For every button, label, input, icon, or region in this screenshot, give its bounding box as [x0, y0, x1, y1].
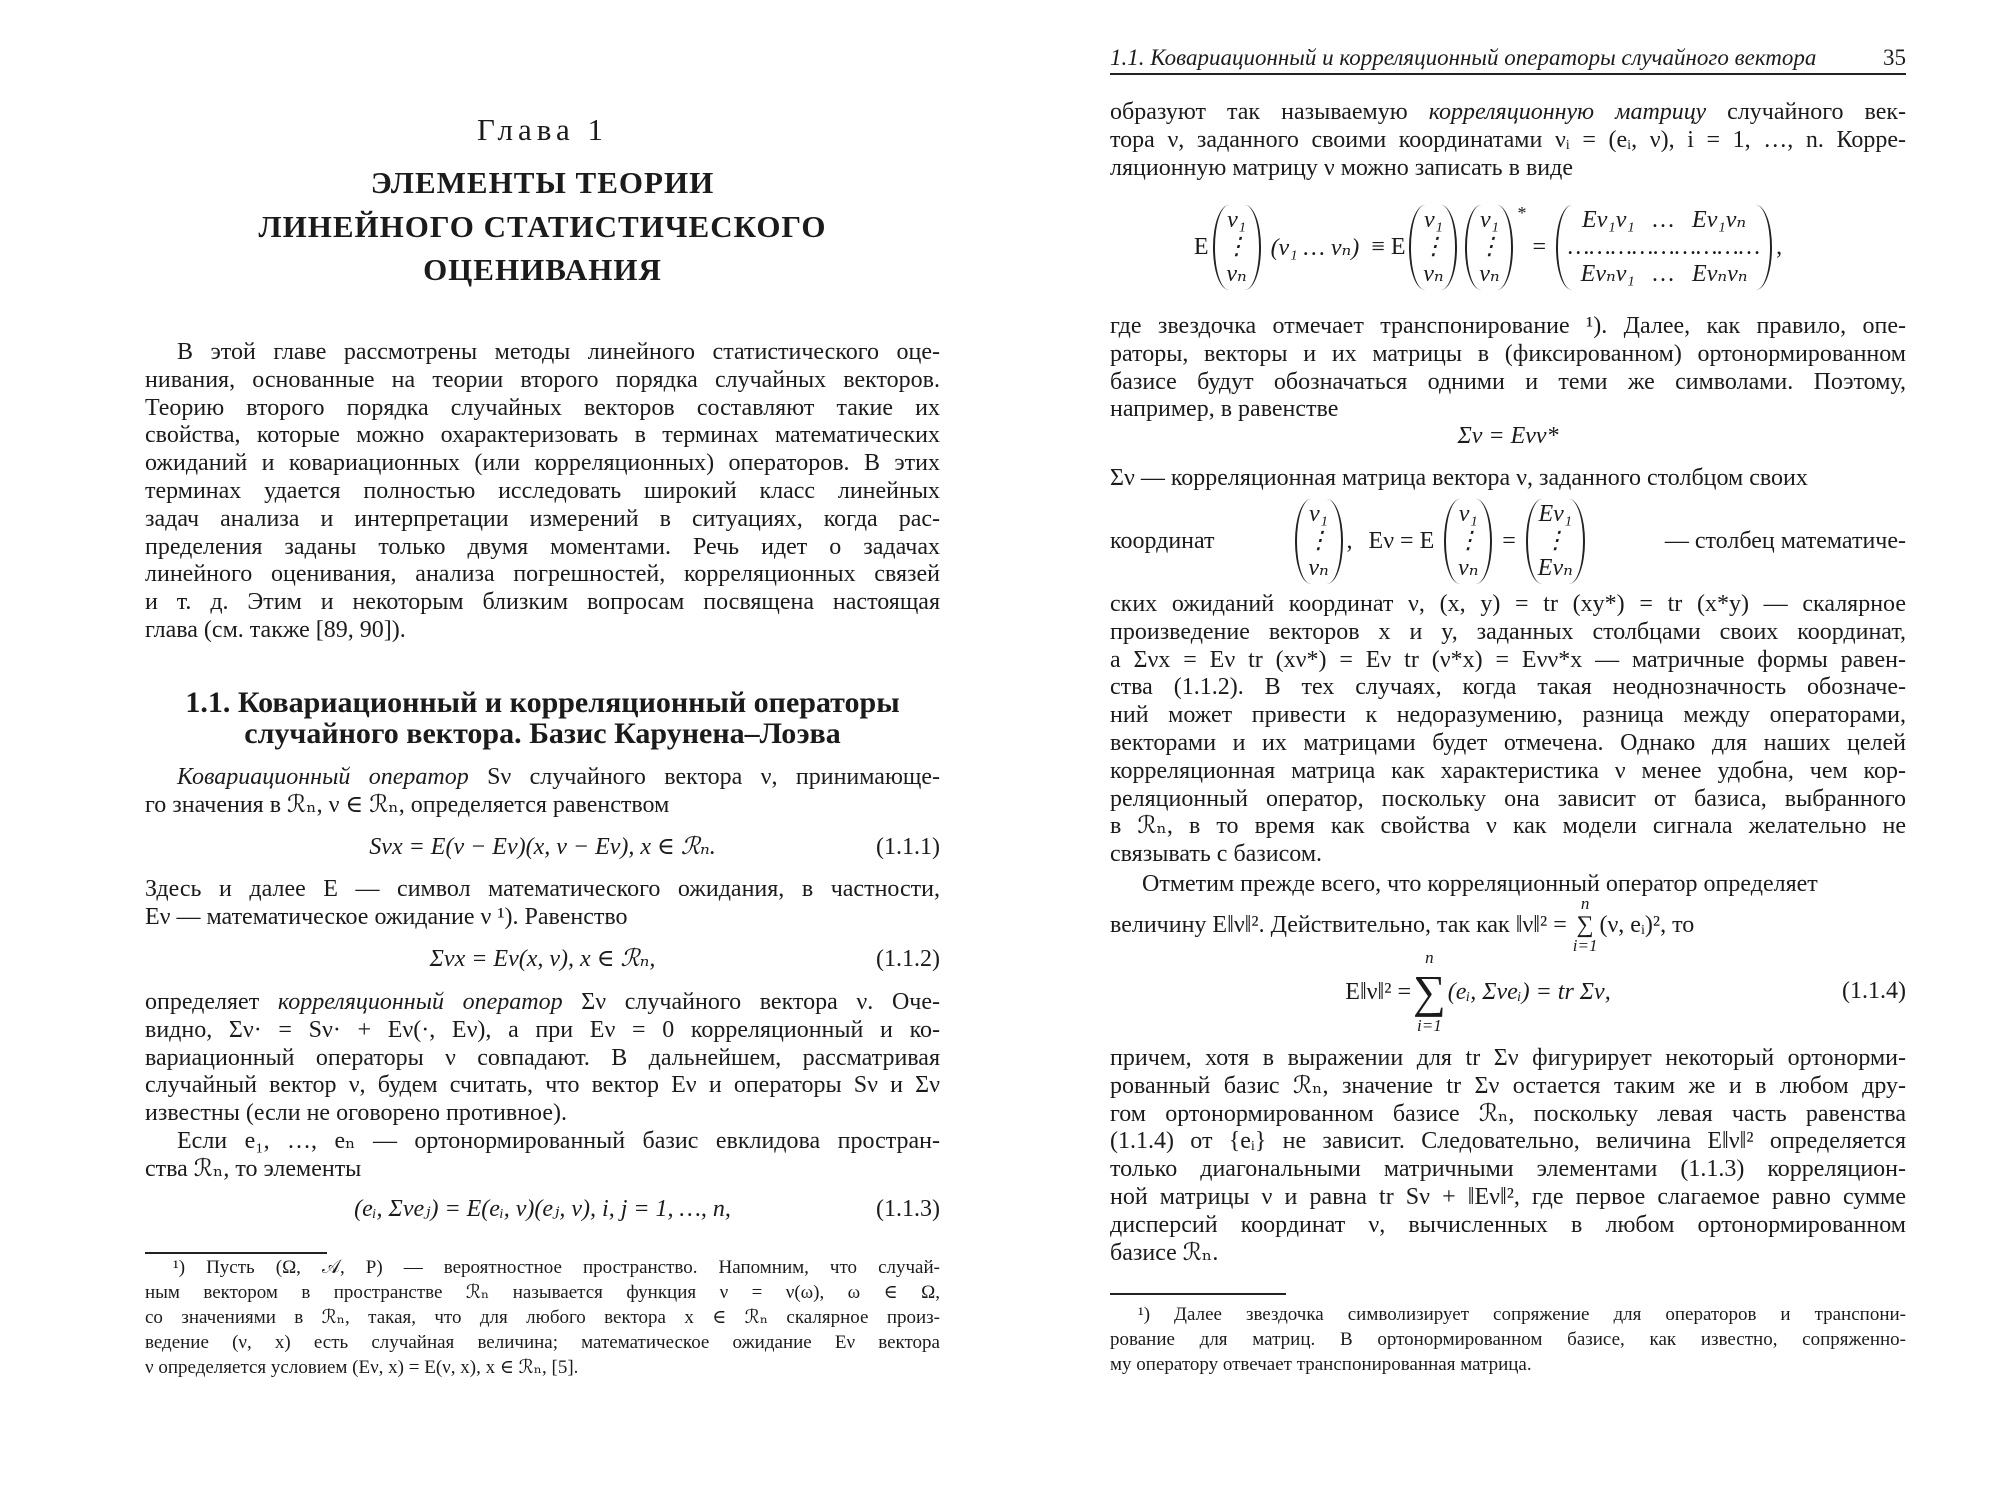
- coordinates-expression: [1291, 499, 1589, 584]
- text-line: му оператору отвечает транспонированная матрица.: [1110, 1354, 1532, 1375]
- text-segment: случайного век-: [1706, 99, 1906, 125]
- matrix-entry: νₙ: [1479, 260, 1500, 287]
- text-line: ным вектором в пространстве ℛₙ называется функция ν = ν(ω), ω ∈ Ω,: [145, 1282, 940, 1303]
- matrix-entry: νₙ: [1458, 554, 1479, 581]
- row-vector: (ν₁ … νₙ): [1270, 234, 1360, 261]
- header-rule: [1110, 73, 1906, 75]
- text-line: корреляционная матрица как характеристика ν менее удобна, чем кор-: [1110, 757, 1906, 784]
- footnote-rule: [145, 1252, 327, 1254]
- paragraph: [145, 764, 940, 820]
- sum-symbol: [1573, 893, 1598, 957]
- matrix-entry: Eνₙνₙ: [1692, 260, 1748, 287]
- column-vector: [1295, 499, 1343, 584]
- text-line: реляционный оператор, поскольку она зависит от базиса, выбранного: [1110, 785, 1906, 812]
- equation-number: (1.1.1): [876, 834, 940, 860]
- text-line: Теорию второго порядка случайных векторов составляют такие их: [145, 394, 940, 421]
- matrix-entry: …: [1652, 206, 1675, 233]
- chapter-label: Глава 1: [476, 112, 609, 147]
- matrix-entry: ν₁: [1458, 500, 1478, 527]
- matrix-entry: ⋮: [1477, 233, 1502, 260]
- text-line: векторами и их матрицами будет отмечена. Однако для наших целей: [1110, 729, 1906, 756]
- text-line: вариационный операторы ν совпадают. В дальнейшем, рассматривая: [145, 1044, 940, 1071]
- equation-lhs: E‖ν‖² =: [1345, 978, 1411, 1005]
- text-line: ства ℛₙ, то элементы: [145, 1155, 362, 1182]
- matrix-entry: Eν₁ν₁: [1582, 206, 1635, 233]
- emphasized-term: корреляционную матрицу: [1428, 99, 1707, 125]
- running-header-title: 1.1. Ковариационный и корреляционный операторы случайного вектора: [1110, 45, 1817, 70]
- matrix-entry: …: [1652, 260, 1675, 287]
- page-number: 35: [1883, 45, 1906, 70]
- equation-number: (1.1.4): [1842, 978, 1906, 1004]
- text-line: а Σνx = Eν tr (xν*) = Eν tr (ν*x) = Eνν*x — матричные формы равен-: [1110, 646, 1906, 673]
- text-segment: Sν случайного вектора ν, принимающе-: [468, 764, 941, 790]
- text-line: ной матрицы ν и равна tr Sν + ‖Eν‖², где первое слагаемое равно сумме: [1110, 1183, 1906, 1210]
- sum-upper-limit: n: [1425, 948, 1434, 967]
- expectation-symbol: E: [1390, 233, 1406, 260]
- text-line: например, в равенстве: [1110, 396, 1339, 423]
- paragraph: [1110, 465, 1906, 493]
- text-line: ний может привести к недоразумению, разница между операторами,: [1110, 702, 1906, 729]
- paragraph: [1110, 313, 1906, 424]
- comma: ,: [1776, 233, 1783, 260]
- text-line: Отметим прежде всего, что корреляционный оператор определяет: [1142, 871, 1818, 897]
- text-line: [145, 989, 940, 1017]
- matrix-entry: ⋮: [1421, 233, 1446, 260]
- text-line: глава (см. также [89, 90]).: [145, 616, 406, 643]
- paragraph: [145, 876, 940, 932]
- intro-paragraph: [145, 339, 940, 645]
- text-line: линейного оценивания, анализа погрешностей, корреляционных связей: [145, 561, 940, 588]
- matrix-entry: Eνₙ: [1537, 554, 1573, 581]
- matrix-entry: ν₁: [1309, 500, 1329, 527]
- equation-number: (1.1.3): [876, 1196, 940, 1222]
- text-line: рование для матриц. В ортонормированном базисе, как известно, сопряженно-: [1110, 1329, 1906, 1350]
- text-line: только диагональными матричными элементами (1.1.3) корреляцион-: [1110, 1156, 1906, 1183]
- inline-sum-line: [1110, 893, 1906, 957]
- text-line: и т. д. Этим и некоторым близким вопросам посвящена настоящая: [145, 589, 940, 616]
- text-line: случайный вектор ν, будем считать, что вектор Eν и операторы Sν и Σν: [145, 1072, 940, 1099]
- sum-lower-limit: i=1: [1417, 1016, 1442, 1035]
- right-page: [1000, 0, 2000, 1492]
- text: — столбец математиче-: [1664, 527, 1906, 554]
- column-vector-transposed: [1465, 205, 1513, 290]
- matrix-entry: ν₁: [1479, 206, 1499, 233]
- column-vector: [1213, 205, 1261, 290]
- footnote: [145, 1255, 940, 1380]
- equation-1-1-2: [145, 945, 940, 973]
- section-heading: [145, 687, 940, 749]
- text: величину E‖ν‖². Действительно, так как ‖ν‖² =: [1110, 911, 1567, 938]
- column-vector: [1444, 499, 1492, 584]
- section-heading-line: случайного вектора. Базис Карунена–Лоэва: [244, 717, 841, 750]
- text-line: произведение векторов x и y, заданных столбцами своих координат,: [1110, 618, 1906, 645]
- equiv-sign: ≡: [1371, 233, 1385, 260]
- text-line: известны (если не оговорено противное).: [145, 1100, 567, 1127]
- equation-1-1-3: [145, 1195, 940, 1223]
- equation-number: (1.1.2): [876, 946, 940, 972]
- text: координат: [1110, 527, 1215, 554]
- matrix-entry: Eνₙν₁: [1580, 260, 1635, 287]
- text-line: ских ожиданий координат ν, (x, y) = tr (xy*) = tr (x*y) — скалярное: [1110, 591, 1906, 617]
- sum-sign: ∑: [1576, 912, 1594, 938]
- sum-sign: ∑: [1413, 966, 1446, 1017]
- text-line: связывать с базисом.: [1110, 841, 1323, 868]
- text-line: нивания, основанные на теории второго порядка случайных векторов.: [145, 366, 940, 393]
- coordinates-equation-line: [1110, 492, 1906, 590]
- sum-symbol: [1413, 947, 1446, 1037]
- equals-sign: =: [1502, 527, 1516, 554]
- paragraph: [145, 1128, 940, 1184]
- text-line: ν определяется условием (Eν, x) = E(ν, x), x ∈ ℛₙ, [5].: [145, 1357, 579, 1378]
- text-line: задач анализа и интерпретации измерений в ситуациях, когда рас-: [145, 505, 940, 532]
- chapter-title-line: ЭЛЕМЕНТЫ ТЕОРИИ: [370, 165, 715, 200]
- text-segment: образуют так называемую: [1110, 99, 1429, 125]
- paragraph: [1110, 99, 1906, 182]
- emphasized-term: Ковариационный оператор: [177, 764, 469, 790]
- text-line: ¹) Пусть (Ω, 𝒜, P) — вероятностное пространство. Напомним, что случай-: [173, 1257, 940, 1278]
- text-line: ведение (ν, x) есть случайная величина; математическое ожидание Eν вектора: [145, 1332, 940, 1353]
- paragraph: [1110, 591, 1906, 869]
- text-line: где звездочка отмечает транспонирование ¹). Далее, как правило, опе-: [1110, 313, 1906, 339]
- section-heading-line: 1.1. Ковариационный и корреляционный операторы: [185, 686, 900, 719]
- footnote-rule: [1110, 1293, 1286, 1295]
- expectation-column-vector: [1526, 499, 1585, 584]
- equation-sigma: [1110, 422, 1906, 450]
- emphasized-term: корреляционный оператор: [277, 989, 563, 1015]
- text: (ν, eᵢ)², то: [1599, 911, 1695, 938]
- matrix-entry: Eν₁: [1538, 500, 1573, 527]
- paragraph: [145, 989, 940, 1128]
- expectation-symbol: E: [1193, 233, 1209, 260]
- text-line: го значения в ℛₙ, ν ∈ ℛₙ, определяется равенством: [145, 791, 670, 818]
- matrix-entry: ⋮: [1456, 527, 1481, 554]
- transpose-star: *: [1517, 203, 1527, 223]
- text-line: рованный базис ℛₙ, значение tr Σν остается таким же и в любом дру-: [1110, 1072, 1906, 1099]
- equation-body: Sνx = E(ν − Eν)(x, ν − Eν), x ∈ ℛₙ.: [369, 834, 716, 860]
- matrix-row: [1581, 261, 1748, 288]
- chapter-title-line: ЛИНЕЙНОГО СТАТИСТИЧЕСКОГО: [258, 208, 827, 244]
- text-line: [1110, 99, 1906, 127]
- equation-1-1-1: [145, 833, 940, 861]
- matrix-row: [1582, 207, 1746, 234]
- footnote: [1110, 1302, 1906, 1377]
- equation-body: Σν = Eνν*: [1457, 423, 1559, 449]
- text-line: дисперсий координат ν, вычисленных в любом ортонормированном: [1110, 1211, 1906, 1238]
- matrix-entry: ν₁: [1227, 206, 1247, 233]
- text-line: причем, хотя в выражении для tr Σν фигурирует некоторый ортонорми-: [1110, 1045, 1906, 1071]
- matrix-row: [1568, 234, 1760, 261]
- correlation-matrix-equation: [1110, 203, 1906, 291]
- matrix-entry: ⋮: [1306, 527, 1331, 554]
- text-line: раторы, векторы и их матрицы в (фиксированном) ортонормированном: [1110, 340, 1906, 367]
- running-header: [1110, 44, 1906, 72]
- sum-lower-limit: i=1: [1572, 936, 1598, 955]
- equation-1-1-4: [1110, 950, 1906, 1034]
- text-line: ¹) Далее звездочка символизирует сопряжение для операторов и транспони-: [1138, 1304, 1906, 1325]
- text-line: [145, 764, 940, 792]
- text-line: пределения заданы только двумя моментами. Речь идет о задачах: [145, 533, 940, 560]
- text-line: в ℛₙ, в то время как свойства ν как модели сигнала желательно не: [1110, 813, 1906, 840]
- text-line: базисе будут обозначаться одними и теми же символами. Поэтому,: [1110, 368, 1906, 395]
- text-line: ожиданий и ковариационных (или корреляционных) операторов. В этих: [145, 450, 940, 477]
- text-line: гом ортонормированном базисе ℛₙ, поскольку левая часть равенства: [1110, 1100, 1906, 1127]
- expectation-expression: Eν = E: [1368, 527, 1435, 554]
- text-line: со значениями в ℛₙ, такая, что для любого вектора x ∈ ℛₙ скалярное произ-: [145, 1307, 940, 1328]
- equation-rhs: (eᵢ, Σνeᵢ) = tr Σν,: [1447, 978, 1611, 1005]
- text-line: В этой главе рассмотрены методы линейного статистического оце-: [177, 339, 940, 365]
- matrix-entry: νₙ: [1226, 260, 1247, 287]
- text-line: Eν — математическое ожидание ν ¹). Равенство: [145, 903, 628, 930]
- text-line: свойства, которые можно охарактеризовать в терминах математических: [145, 422, 940, 449]
- equation-body: [1110, 950, 1906, 1034]
- text-line: ляционную матрицу ν можно записать в виде: [1110, 154, 1573, 181]
- matrix-entry: νₙ: [1308, 554, 1329, 581]
- matrix-entry: Eν₁νₙ: [1692, 206, 1747, 233]
- text-segment: определяет: [145, 989, 278, 1015]
- text-line: тора ν, заданного своими координатами νᵢ = (eᵢ, ν), i = 1, …, n. Корре-: [1110, 126, 1906, 153]
- correlation-matrix: [1556, 205, 1772, 290]
- text-line: терминах удается полностью исследовать широкий класс линейных: [145, 477, 940, 504]
- sum-upper-limit: n: [1580, 894, 1590, 913]
- text-segment: Σν случайного вектора ν. Оче-: [562, 989, 941, 1015]
- equation-body: (eᵢ, Σνeⱼ) = E(eᵢ, ν)(eⱼ, ν), i, j = 1, …, n,: [354, 1196, 731, 1222]
- matrix-entry: νₙ: [1423, 260, 1444, 287]
- text-line: Если e₁, …, eₙ — ортонормированный базис евклидова простран-: [177, 1128, 940, 1154]
- column-vector: [1409, 205, 1457, 290]
- text-line: видно, Σν· = Sν· + Eν(·, Eν), а при Eν = 0 корреляционный и ко-: [145, 1016, 940, 1043]
- matrix-entry: ⋮: [1224, 233, 1249, 260]
- text-line: ства (1.1.2). В тех случаях, когда такая неоднозначность обозначе-: [1110, 674, 1906, 701]
- paragraph: [1110, 1045, 1906, 1267]
- text-line: базисе ℛₙ.: [1110, 1239, 1219, 1266]
- equals-sign: =: [1532, 233, 1547, 260]
- text-line: Σν — корреляционная матрица вектора ν, заданного столбцом своих: [1110, 465, 1808, 491]
- chapter-title: [145, 161, 940, 292]
- text-line: Здесь и далее E — символ математического ожидания, в частности,: [145, 876, 940, 902]
- matrix-entry: ν₁: [1423, 206, 1443, 233]
- equation-body: Σνx = Eν(x, ν), x ∈ ℛₙ,: [429, 946, 656, 972]
- chapter-title-line: ОЦЕНИВАНИЯ: [423, 252, 662, 287]
- matrix-entry: ………………………: [1568, 233, 1761, 260]
- matrix-entry: ⋮: [1543, 527, 1568, 554]
- text-line: (1.1.4) от {eᵢ} не зависит. Следовательно, величина E‖ν‖² определяется: [1110, 1128, 1906, 1155]
- comma: ,: [1346, 527, 1353, 554]
